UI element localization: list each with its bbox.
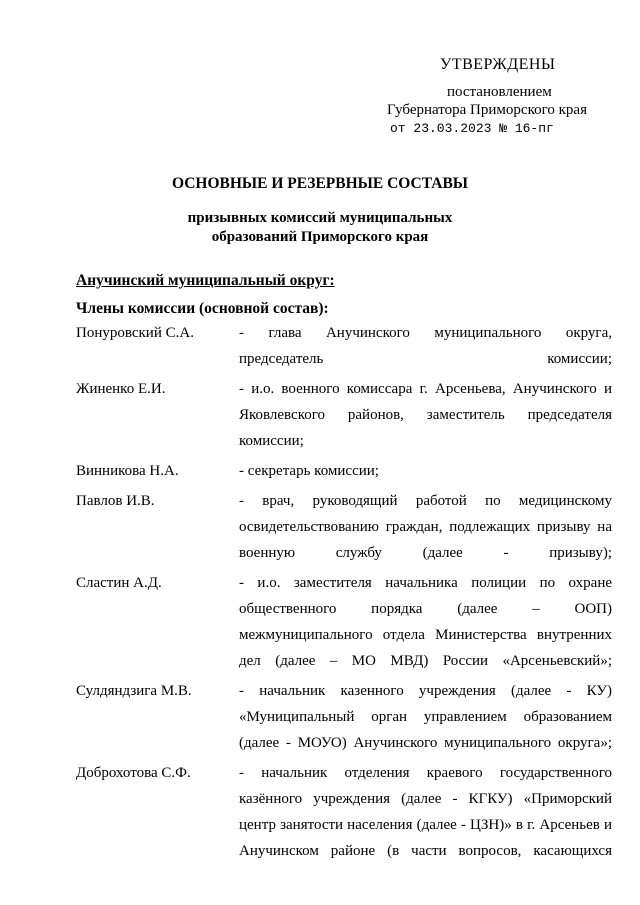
- member-name: Павлов И.В.: [76, 493, 155, 509]
- member-name: Винникова Н.А.: [76, 463, 179, 479]
- member-role: - и.о. военного комиссара г. Арсеньева, Анучинского и Яковлевского районов, заместитель председателя комиссии;: [239, 381, 612, 449]
- approval-line-date-number: от 23.03.2023 № 16-пг: [390, 121, 554, 136]
- member-row: [76, 320, 612, 372]
- member-role: - глава Анучинского муниципального округа, председатель комиссии;: [239, 325, 612, 367]
- member-name: Доброхотова С.Ф.: [76, 765, 191, 781]
- member-row: [76, 488, 612, 566]
- members-heading: Члены комиссии (основной состав):: [76, 300, 329, 317]
- member-row: [76, 570, 612, 674]
- member-row: [76, 678, 612, 756]
- member-name: Жиненко Е.И.: [76, 381, 166, 397]
- member-role: - начальник казенного учреждения (далее - КУ) «Муниципальный орган управлением образованием (далее - МОУО) Анучинского муниципального округа»;: [239, 683, 612, 751]
- members-list: [76, 320, 612, 864]
- member-name: Сулдяндзига М.В.: [76, 683, 192, 699]
- approval-line-governor: Губернатора Приморского края: [387, 102, 587, 118]
- member-row: [76, 458, 612, 484]
- member-role: - и.о. заместителя начальника полиции по охране общественного порядка (далее – ООП) межмуниципального отдела Министерства внутренних дел (далее – МО МВД) России «Арсеньевский»;: [239, 575, 612, 669]
- approval-line-resolution: постановлением: [447, 84, 552, 100]
- member-role: - секретарь комиссии;: [239, 463, 379, 479]
- document-subtitle-line2: образований Приморского края: [211, 229, 429, 245]
- member-row: [76, 760, 612, 864]
- document-subtitle-line1: призывных комиссий муниципальных: [187, 210, 453, 226]
- document-title: ОСНОВНЫЕ И РЕЗЕРВНЫЕ СОСТАВЫ: [171, 175, 469, 192]
- member-name: Понуровский С.А.: [76, 325, 194, 341]
- approval-title: УТВЕРЖДЕНЫ: [440, 56, 556, 73]
- member-role: - врач, руководящий работой по медицинскому освидетельствованию граждан, подлежащих призыву на военную службу (далее - призыву);: [239, 493, 612, 561]
- member-role: - начальник отделения краевого государственного казённого учреждения (далее - КГКУ) «Приморский центр занятости населения (далее - ЦЗН)» в г. Арсеньев и Анучинском районе (в части вопросов, касающихся: [239, 765, 612, 859]
- section-heading: Анучинский муниципальный округ:: [76, 272, 335, 289]
- member-name: Сластин А.Д.: [76, 575, 162, 591]
- member-row: [76, 376, 612, 454]
